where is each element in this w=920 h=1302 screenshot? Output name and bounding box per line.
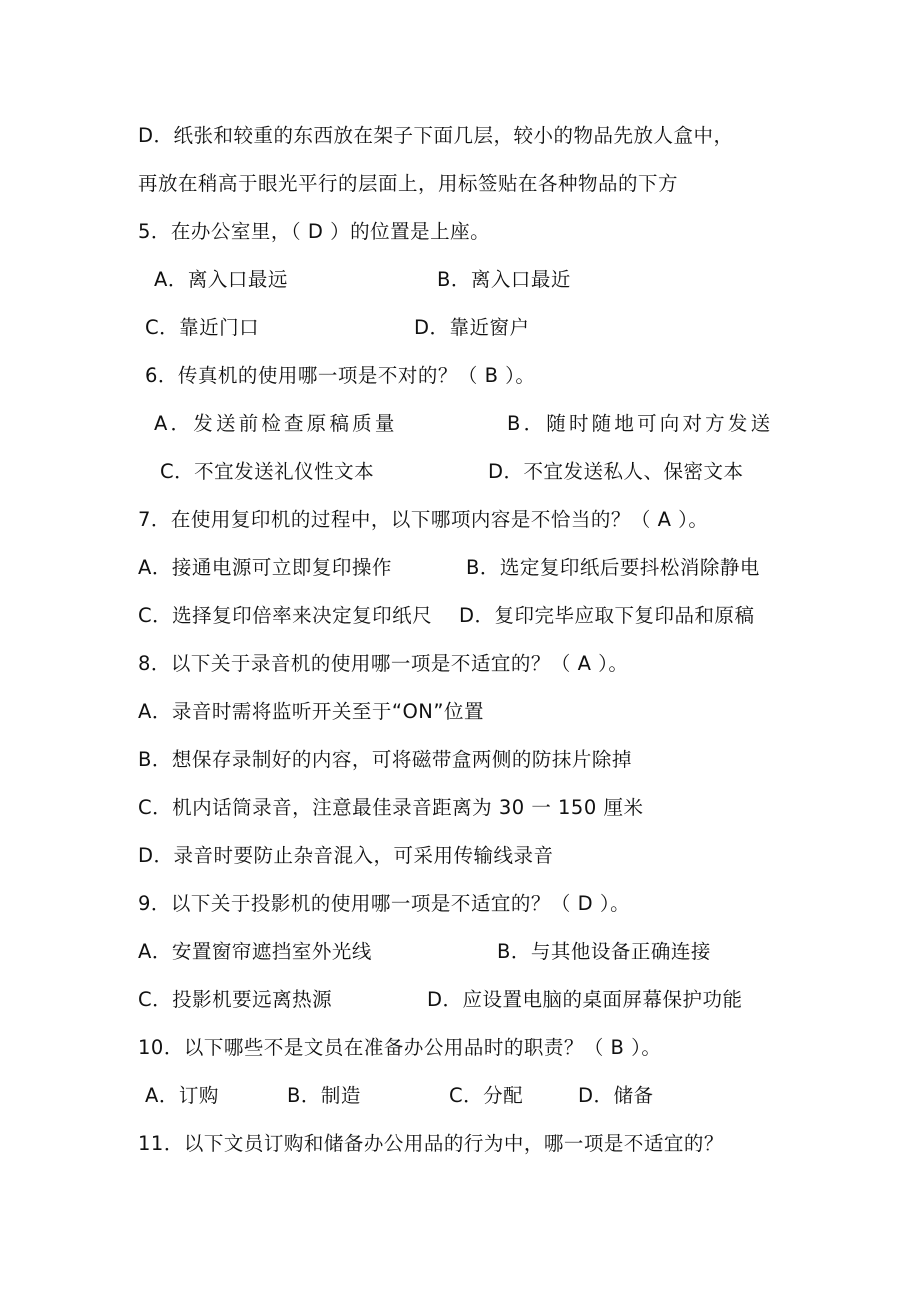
option-6a: A．发送前检查原稿质量 xyxy=(154,412,398,435)
option-7a: A．接通电源可立即复印操作 xyxy=(138,556,392,579)
option-7b: B．选定复印纸后要抖松消除静电 xyxy=(466,556,760,579)
option-7d: D．复印完毕应取下复印品和原稿 xyxy=(459,604,755,627)
option-7c: C．选择复印倍率来决定复印纸尺 xyxy=(138,604,433,627)
option-8b: B．想保存录制好的内容，可将磁带盒两侧的防抹片除掉 xyxy=(138,748,632,771)
option-6b: B．随时随地可向对方发送 xyxy=(507,412,774,435)
option-5c: C．靠近门口 xyxy=(145,316,260,339)
question-5: 5．在办公室里，（ D ）的位置是上座。 xyxy=(138,220,491,243)
option-5b: B．离入口最近 xyxy=(437,268,571,291)
question-7: 7．在使用复印机的过程中，以下哪项内容是不恰当的？（ A ）。 xyxy=(138,508,709,531)
option-6d: D．不宜发送私人、保密文本 xyxy=(488,460,744,483)
option-9d: D．应设置电脑的桌面屏幕保护功能 xyxy=(427,988,743,1011)
option-4d-line2: 再放在稍高于眼光平行的层面上，用标签贴在各种物品的下方 xyxy=(138,172,679,195)
question-11: 11．以下文员订购和储备办公用品的行为中，哪一项是不适宜的？ xyxy=(138,1132,724,1155)
option-9a: A．安置窗帘遮挡室外光线 xyxy=(138,940,372,963)
option-10c: C．分配 xyxy=(449,1084,524,1107)
option-6c: C．不宜发送礼仪性文本 xyxy=(160,460,375,483)
option-10a: A．订购 xyxy=(145,1084,219,1107)
option-5a: A．离入口最远 xyxy=(154,268,288,291)
option-8d: D．录音时要防止杂音混入，可采用传输线录音 xyxy=(138,844,554,867)
option-9b: B．与其他设备正确连接 xyxy=(497,940,711,963)
option-8a: A．录音时需将监听开关至于“ON”位置 xyxy=(138,700,484,723)
option-9c: C．投影机要远离热源 xyxy=(138,988,333,1011)
option-8c: C．机内话筒录音，注意最佳录音距离为 30 一 150 厘米 xyxy=(138,796,644,819)
question-8: 8．以下关于录音机的使用哪一项是不适宜的？（ A ）。 xyxy=(138,652,629,675)
option-4d-line1: D．纸张和较重的东西放在架子下面几层，较小的物品先放人盒中， xyxy=(138,124,734,147)
question-10: 10．以下哪些不是文员在准备办公用品时的职责？（ B ）。 xyxy=(138,1036,662,1059)
option-10b: B．制造 xyxy=(287,1084,361,1107)
option-5d: D．靠近窗户 xyxy=(414,316,530,339)
question-6: 6．传真机的使用哪一项是不对的？（ B ）。 xyxy=(145,364,536,387)
option-10d: D．储备 xyxy=(578,1084,654,1107)
question-9: 9．以下关于投影机的使用哪一项是不适宜的？（ D ）。 xyxy=(138,892,631,915)
